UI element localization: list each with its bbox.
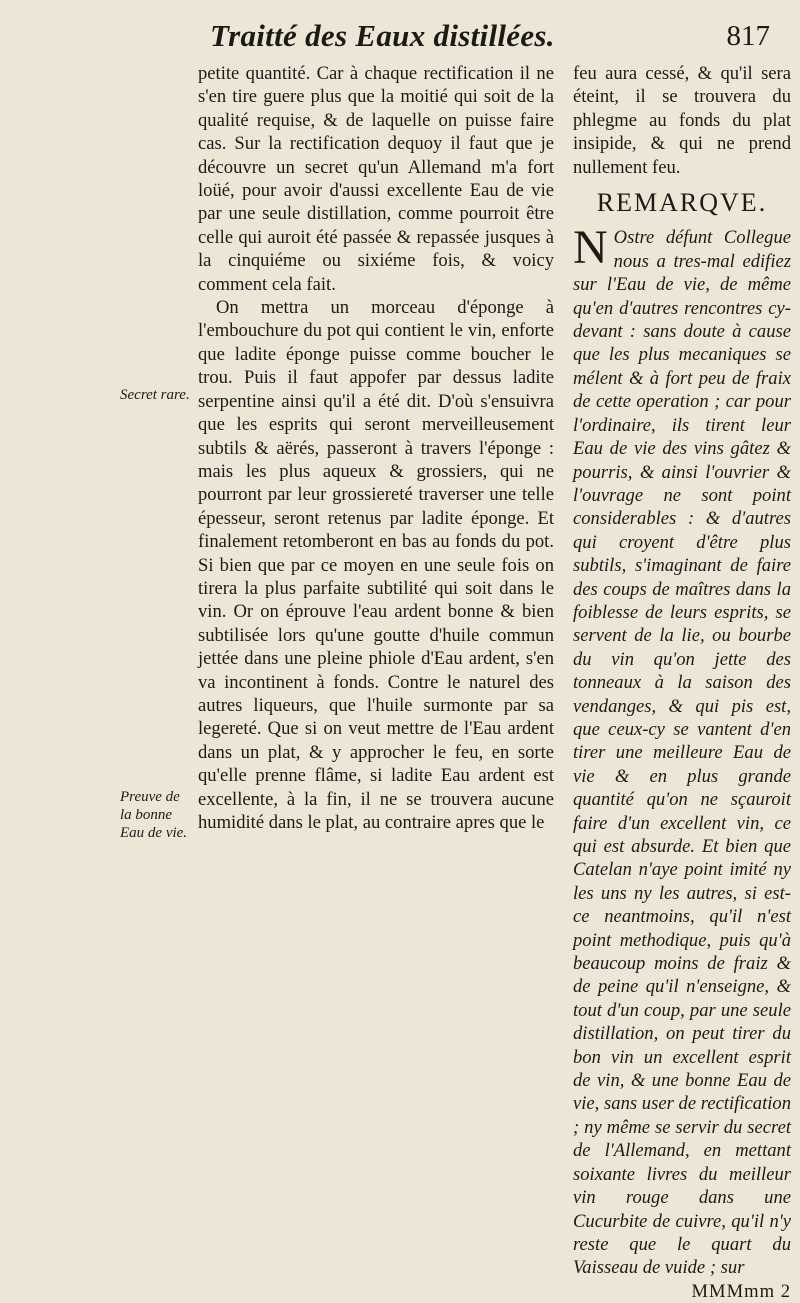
right-continuation: feu aura cessé, & qu'il sera éteint, il se trouvera du phlegme au fonds du plat insipide, & qui ne prend nullement feu.: [573, 63, 791, 178]
catchword: MMMmm 2: [691, 1280, 791, 1302]
left-paragraph-1: petite quantité. Car à chaque rectification il ne s'en tire guere plus que la moitié qui soit de la qualité requise, & de laquelle on puisse faire cas. Sur la rectification dequoy il faut que je découvre un secret qu'un Allemand m'a fort loüé, pour avoir d'aussi excellente Eau de vie par une seule distillation, comme pourroit être celle qui auroit été passée & repassée jusques à la cinquiéme ou sixiéme fois, & voicy comment cela fait.: [198, 63, 554, 295]
running-title: Traitté des Eaux distillées.: [210, 18, 555, 53]
margin-note-secret: Secret rare.: [120, 387, 190, 403]
running-header: [175, 18, 775, 62]
left-column: [198, 62, 554, 834]
drop-cap: N: [573, 221, 608, 275]
remarque-body: Ostre défunt Collegue nous a tres-mal edifiez sur l'Eau de vie, de même qu'en d'autres rencontres cy-devant : sans doute à cause que les plus mecaniques se mélent & à fort peu de fraix de cette operation ; car pour l'ordinaire, ils tirent leur Eau de vie des vins gâtez & pourris, & ainsi l'ouvrier & l'ouvrage ne sont point considerables : & d'autres qui croyent d'être plus subtils, s'imaginant de faire des coups de maîtres dans la foiblesse de leurs esprits, se servent de la lie, ou bourbe du vin qu'on jette des tonneaux à la saison des vendanges, & qui pis est, que ceux-cy se vantent d'en tirer une meilleure Eau de vie & en plus grande quantité qu'on ne sçauroit faire d'un excellent vin, ce qui est absurde. Et bien que Catelan n'aye point imité ny les uns ny les autres, si est-ce neantmoins, qu'il n'est point methodique, puis qu'à beaucoup moins de fraiz & de peine qu'il n'enseigne, & tout d'un coup, par une seule distillation, on peut tirer du bon vin un excellent esprit de vin, & une bonne Eau de vie, sans user de rectification ; ny même se servir du secret de l'Allemand, en mettant soixante livres du meilleur vin rouge dans une Cucurbite de cuivre, qu'il n'y reste que le quart du Vaisseau de vuide ; sur: [573, 227, 791, 1279]
right-column: [573, 62, 791, 1303]
remarque-text: [573, 221, 791, 1279]
remarque-heading: REMARQVE.: [596, 188, 768, 218]
margin-note-preuve: Preuve de la bonne Eau de vie.: [120, 789, 188, 841]
page-number: 817: [726, 20, 770, 52]
left-paragraph-2: On mettra un morceau d'éponge à l'embouchure du pot qui contient le vin, enforte que ladite éponge puisse comme boucher le trou. Puis il faut appofer par dessus ladite serpentine ainsi qu'il a été dit. D'où s'ensuivra que les esprits qui seront merveilleusement subtils & aërés, passeront à travers l'éponge : mais les plus aqueux & grossiers, qui ne pourront par leur grossiereté traverser une telle épesseur, seront retenus par ladite éponge. Et finalement retomberont en bas au fonds du pot. Si bien que par ce moyen en une seule fois on tirera la plus parfaite subtilité qui soit dans le vin. Or on éprouve l'eau ardent bonne & bien subtilisée lors qu'une goutte d'huile commun jettée dans une pleine phiole d'Eau ardent, s'en va incontinent à fonds. Contre le naturel des autres liqueurs, que l'huile surmonte par sa legereté. Que si on veut mettre de l'Eau ardent dans un plat, & y approcher le feu, en sorte qu'elle prenne flâme, si ladite Eau ardent est excellente, à la fin, il ne se trouvera aucune humidité dans le plat, au contraire apres que le: [198, 297, 554, 833]
